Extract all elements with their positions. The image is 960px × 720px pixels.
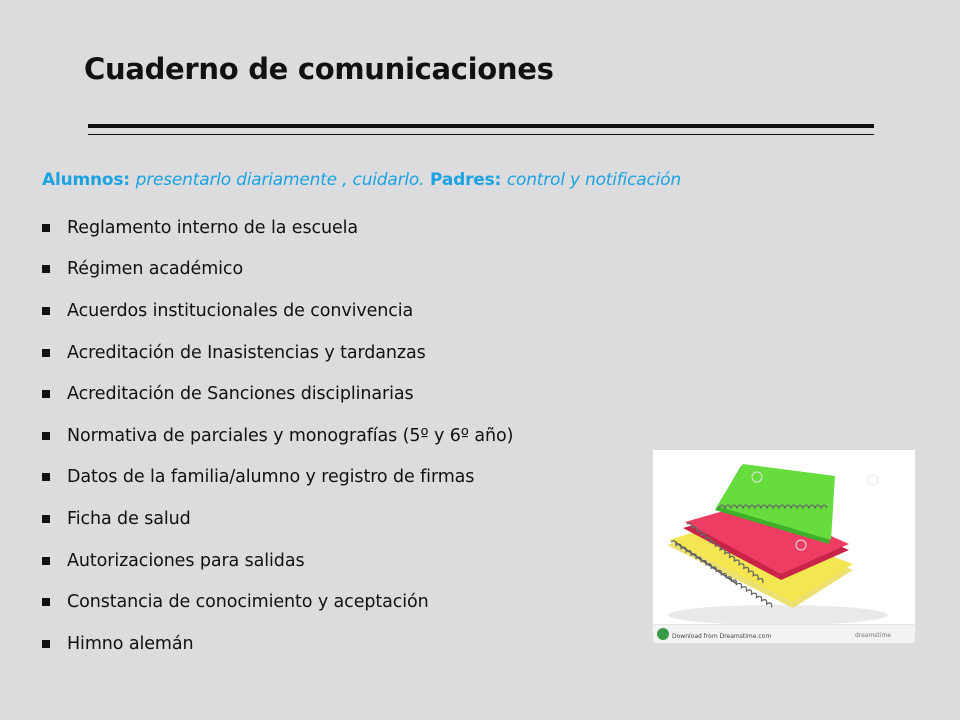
notebook-stack-illustration <box>653 450 915 643</box>
watermark-id: dreamstime <box>854 632 891 639</box>
list-item <box>40 623 513 665</box>
padres-label: Padres: <box>430 170 502 190</box>
square-bullet-icon <box>42 390 50 398</box>
list-item <box>40 207 513 249</box>
list-item-text: Acuerdos institucionales de convivencia <box>67 300 414 321</box>
alumnos-label: Alumnos: <box>42 170 130 190</box>
list-item <box>40 540 513 582</box>
list-item-text: Normativa de parciales y monografías (5º y 6º año) <box>67 425 514 446</box>
list-item-text: Acreditación de Inasistencias y tardanzas <box>67 342 426 363</box>
list-item-text: Constancia de conocimiento y aceptación <box>67 592 429 613</box>
square-bullet-icon <box>42 473 50 481</box>
list-item <box>40 249 513 291</box>
bullet-list <box>40 207 513 665</box>
list-item-text: Autorizaciones para salidas <box>67 550 305 571</box>
list-item <box>40 373 513 415</box>
square-bullet-icon <box>42 349 50 357</box>
square-bullet-icon <box>42 265 50 273</box>
list-item-text: Himno alemán <box>67 633 194 654</box>
square-bullet-icon <box>42 224 50 232</box>
alumnos-text: presentarlo diariamente , cuidarlo. <box>135 170 425 190</box>
notebooks-image <box>653 450 915 643</box>
square-bullet-icon <box>42 307 50 315</box>
padres-text: control y notificación <box>506 170 681 190</box>
list-item <box>40 581 513 623</box>
square-bullet-icon <box>42 515 50 523</box>
list-item-text: Reglamento interno de la escuela <box>67 217 359 238</box>
square-bullet-icon <box>42 640 50 648</box>
list-item <box>40 415 513 457</box>
square-bullet-icon <box>42 557 50 565</box>
list-item-text: Régimen académico <box>67 259 244 280</box>
slide-title: Cuaderno de comunicaciones <box>84 52 554 86</box>
subtitle-line <box>42 170 681 190</box>
list-item-text: Ficha de salud <box>67 508 191 529</box>
list-item <box>40 332 513 374</box>
watermark-site: Download from Dreamstime.com <box>672 633 772 640</box>
square-bullet-icon <box>42 432 50 440</box>
title-underline-thin <box>88 134 874 135</box>
title-underline-thick <box>88 124 874 128</box>
list-item <box>40 290 513 332</box>
watermark-bar <box>653 624 915 643</box>
dreamstime-logo-icon <box>657 628 669 640</box>
square-bullet-icon <box>42 598 50 606</box>
list-item <box>40 457 513 499</box>
list-item-text: Datos de la familia/alumno y registro de firmas <box>67 467 475 488</box>
list-item-text: Acreditación de Sanciones disciplinarias <box>67 384 414 405</box>
list-item <box>40 498 513 540</box>
